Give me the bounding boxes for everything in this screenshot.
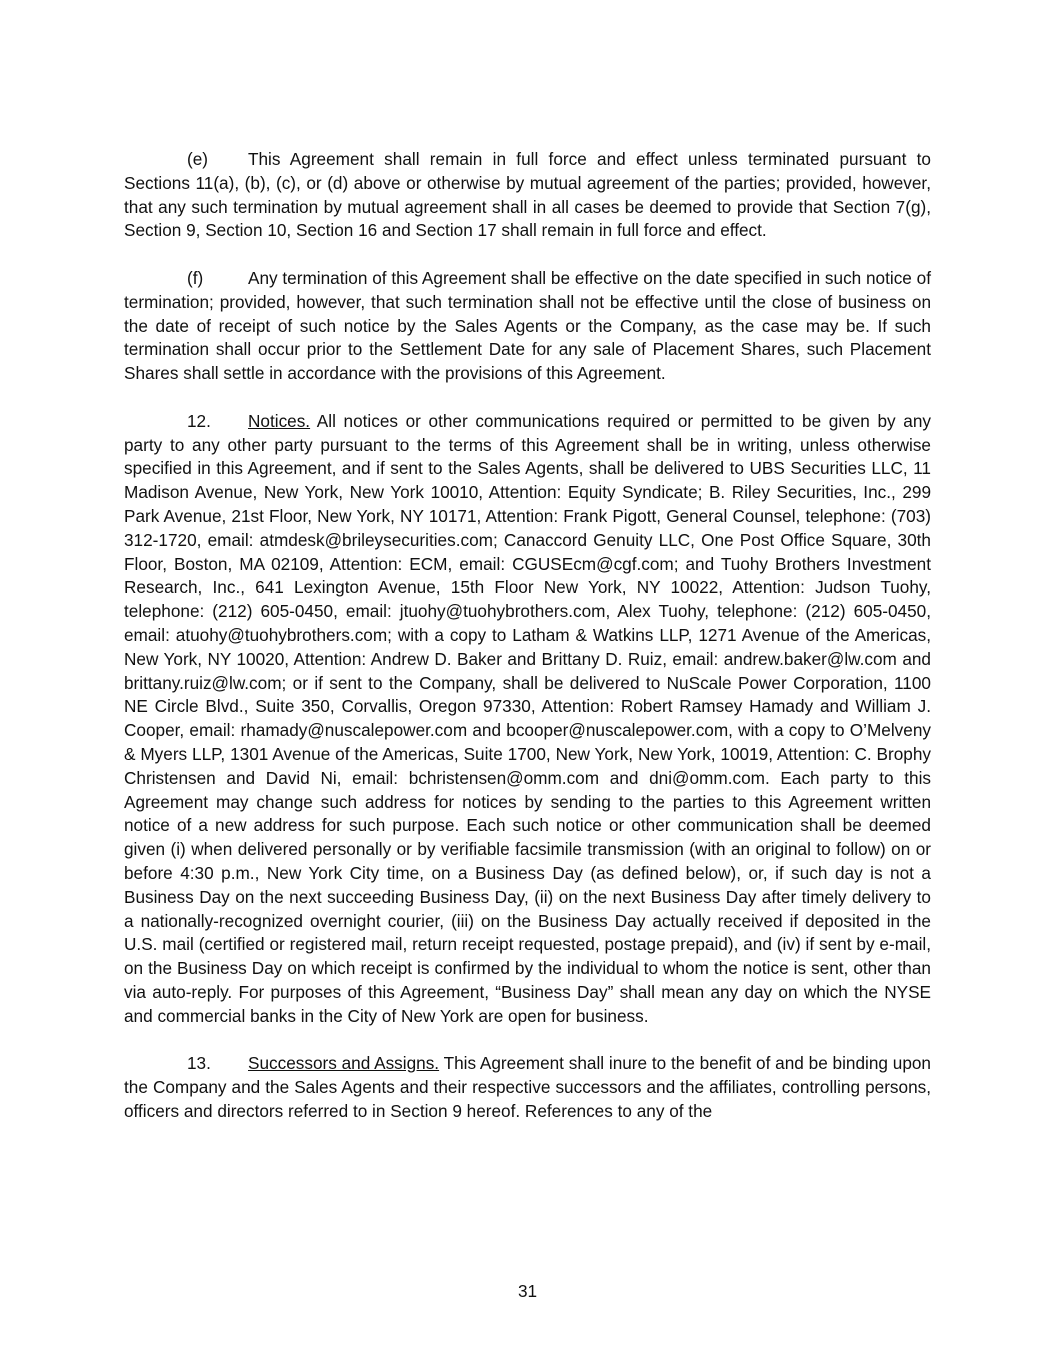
section-heading: Notices. — [248, 410, 311, 431]
paragraph-11e — [124, 148, 931, 243]
paragraph-number: (e) — [187, 149, 209, 169]
paragraph-number: (f) — [187, 267, 204, 288]
document-body — [124, 148, 931, 1147]
section-heading: Successors and Assigns. — [248, 1053, 440, 1074]
page-number: 31 — [517, 1281, 538, 1301]
section-13-successors — [124, 1052, 931, 1123]
section-number: 12. — [187, 410, 211, 431]
paragraph-11f — [124, 267, 931, 386]
section-12-notices — [124, 410, 931, 1029]
paragraph-text: This Agreement shall remain in full force and effect unless terminated pursuant to Sections 11(a), (b), (c), or (d) above or otherwise by mutual agreement of the parties; provided, however, that any such termination by mutual agreement shall in all cases be deemed to provide that Section 7(g), Section 9, Section 10, Section 16 and Section 17 shall remain in full force and effect. — [124, 149, 931, 241]
paragraph-text: Any termination of this Agreement shall be effective on the date specified in such notice of termination; provided, however, that such termination shall not be effective until the close of business on the date of receipt of such notice by the Sales Agents or the Company, as the case may be. If such termination shall occur prior to the Settlement Date for any sale of Placement Shares, such Placement Shares shall settle in accordance with the provisions of this Agreement. — [124, 267, 931, 384]
paragraph-text: This Agreement shall inure to the benefit of and be binding upon the Company and the Sales Agents and their respective successors and the affiliates, controlling persons, officers and directors referred to in Section 9 hereof. References to any of the — [124, 1053, 931, 1121]
section-number: 13. — [187, 1053, 211, 1074]
paragraph-text: All notices or other communications required or permitted to be given by any party to any other party pursuant to the terms of this Agreement shall be in writing, unless otherwise specified in this Agreement, and if sent to the Sales Agents, shall be delivered to UBS Securities LLC, 11 Madison Avenue, New York, New York 10010, Attention: Equity Syndicate; B. Riley Securities, Inc., 299 Park Avenue, 21st Floor, New York, NY 10171, Attention: Frank Pigott, General Counsel, telephone: (703) 312-1720, email: atmdesk@brileysecurities.com; Canaccord Genuity LLC, One Post Office Square, 30th Floor, Boston, MA 02109, Attention: ECM, email: CGUSEcm@cgf.com; and Tuohy Brothers Investment Research, Inc., 641 Lexington Avenue, 15th Floor New York, NY 10022, Attention: Judson Tuohy, telephone: (212) 605-0450, email: jtuohy@tuohybrothers.com, Alex Tuohy, telephone: (212) 605-0450, email: atuohy@tuohybrothers.com; with a copy to Latham & Watkins LLP, 1271 Avenue of the Americas, New York, NY 10020, Attention: Andrew D. Baker and Brittany D. Ruiz, email: andrew.baker@lw.com and brittany.ruiz@lw.com; or if sent to the Company, shall be delivered to NuScale Power Corporation, 1100 NE Circle Blvd., Suite 350, Corvallis, Oregon 97330, Attention: Robert Ramsey Hamady and William J. Cooper, email: rhamady@nuscalepower.com and bcooper@nuscalepower.com, with a copy to O’Melveny & Myers LLP, 1301 Avenue of the Americas, Suite 1700, New York, New York, 10019, Attention: C. Brophy Christensen and David Ni, email: bchristensen@omm.com and dni@omm.com. Each party to this Agreement may change such address for notices by sending to the parties to this Agreement written notice of a new address for such purpose. Each such notice or other communication shall be deemed given (i) when delivered personally or by verifiable facsimile transmission (with an original to follow) on or before 4:30 p.m., New York City time, on a Business Day (as defined below), or, if such day is not a Business Day on the next succeeding Business Day, (ii) on the next Business Day after timely delivery to a nationally-recognized overnight courier, (iii) on the Business Day actually received if deposited in the U.S. mail (certified or registered mail, return receipt requested, postage prepaid), and (iv) if sent by e-mail, on the Business Day on which receipt is confirmed by the individual to whom the notice is sent, other than via auto-reply. For purposes of this Agreement, “Business Day” shall mean any day on which the NYSE and commercial banks in the City of New York are open for business. — [124, 410, 931, 1026]
